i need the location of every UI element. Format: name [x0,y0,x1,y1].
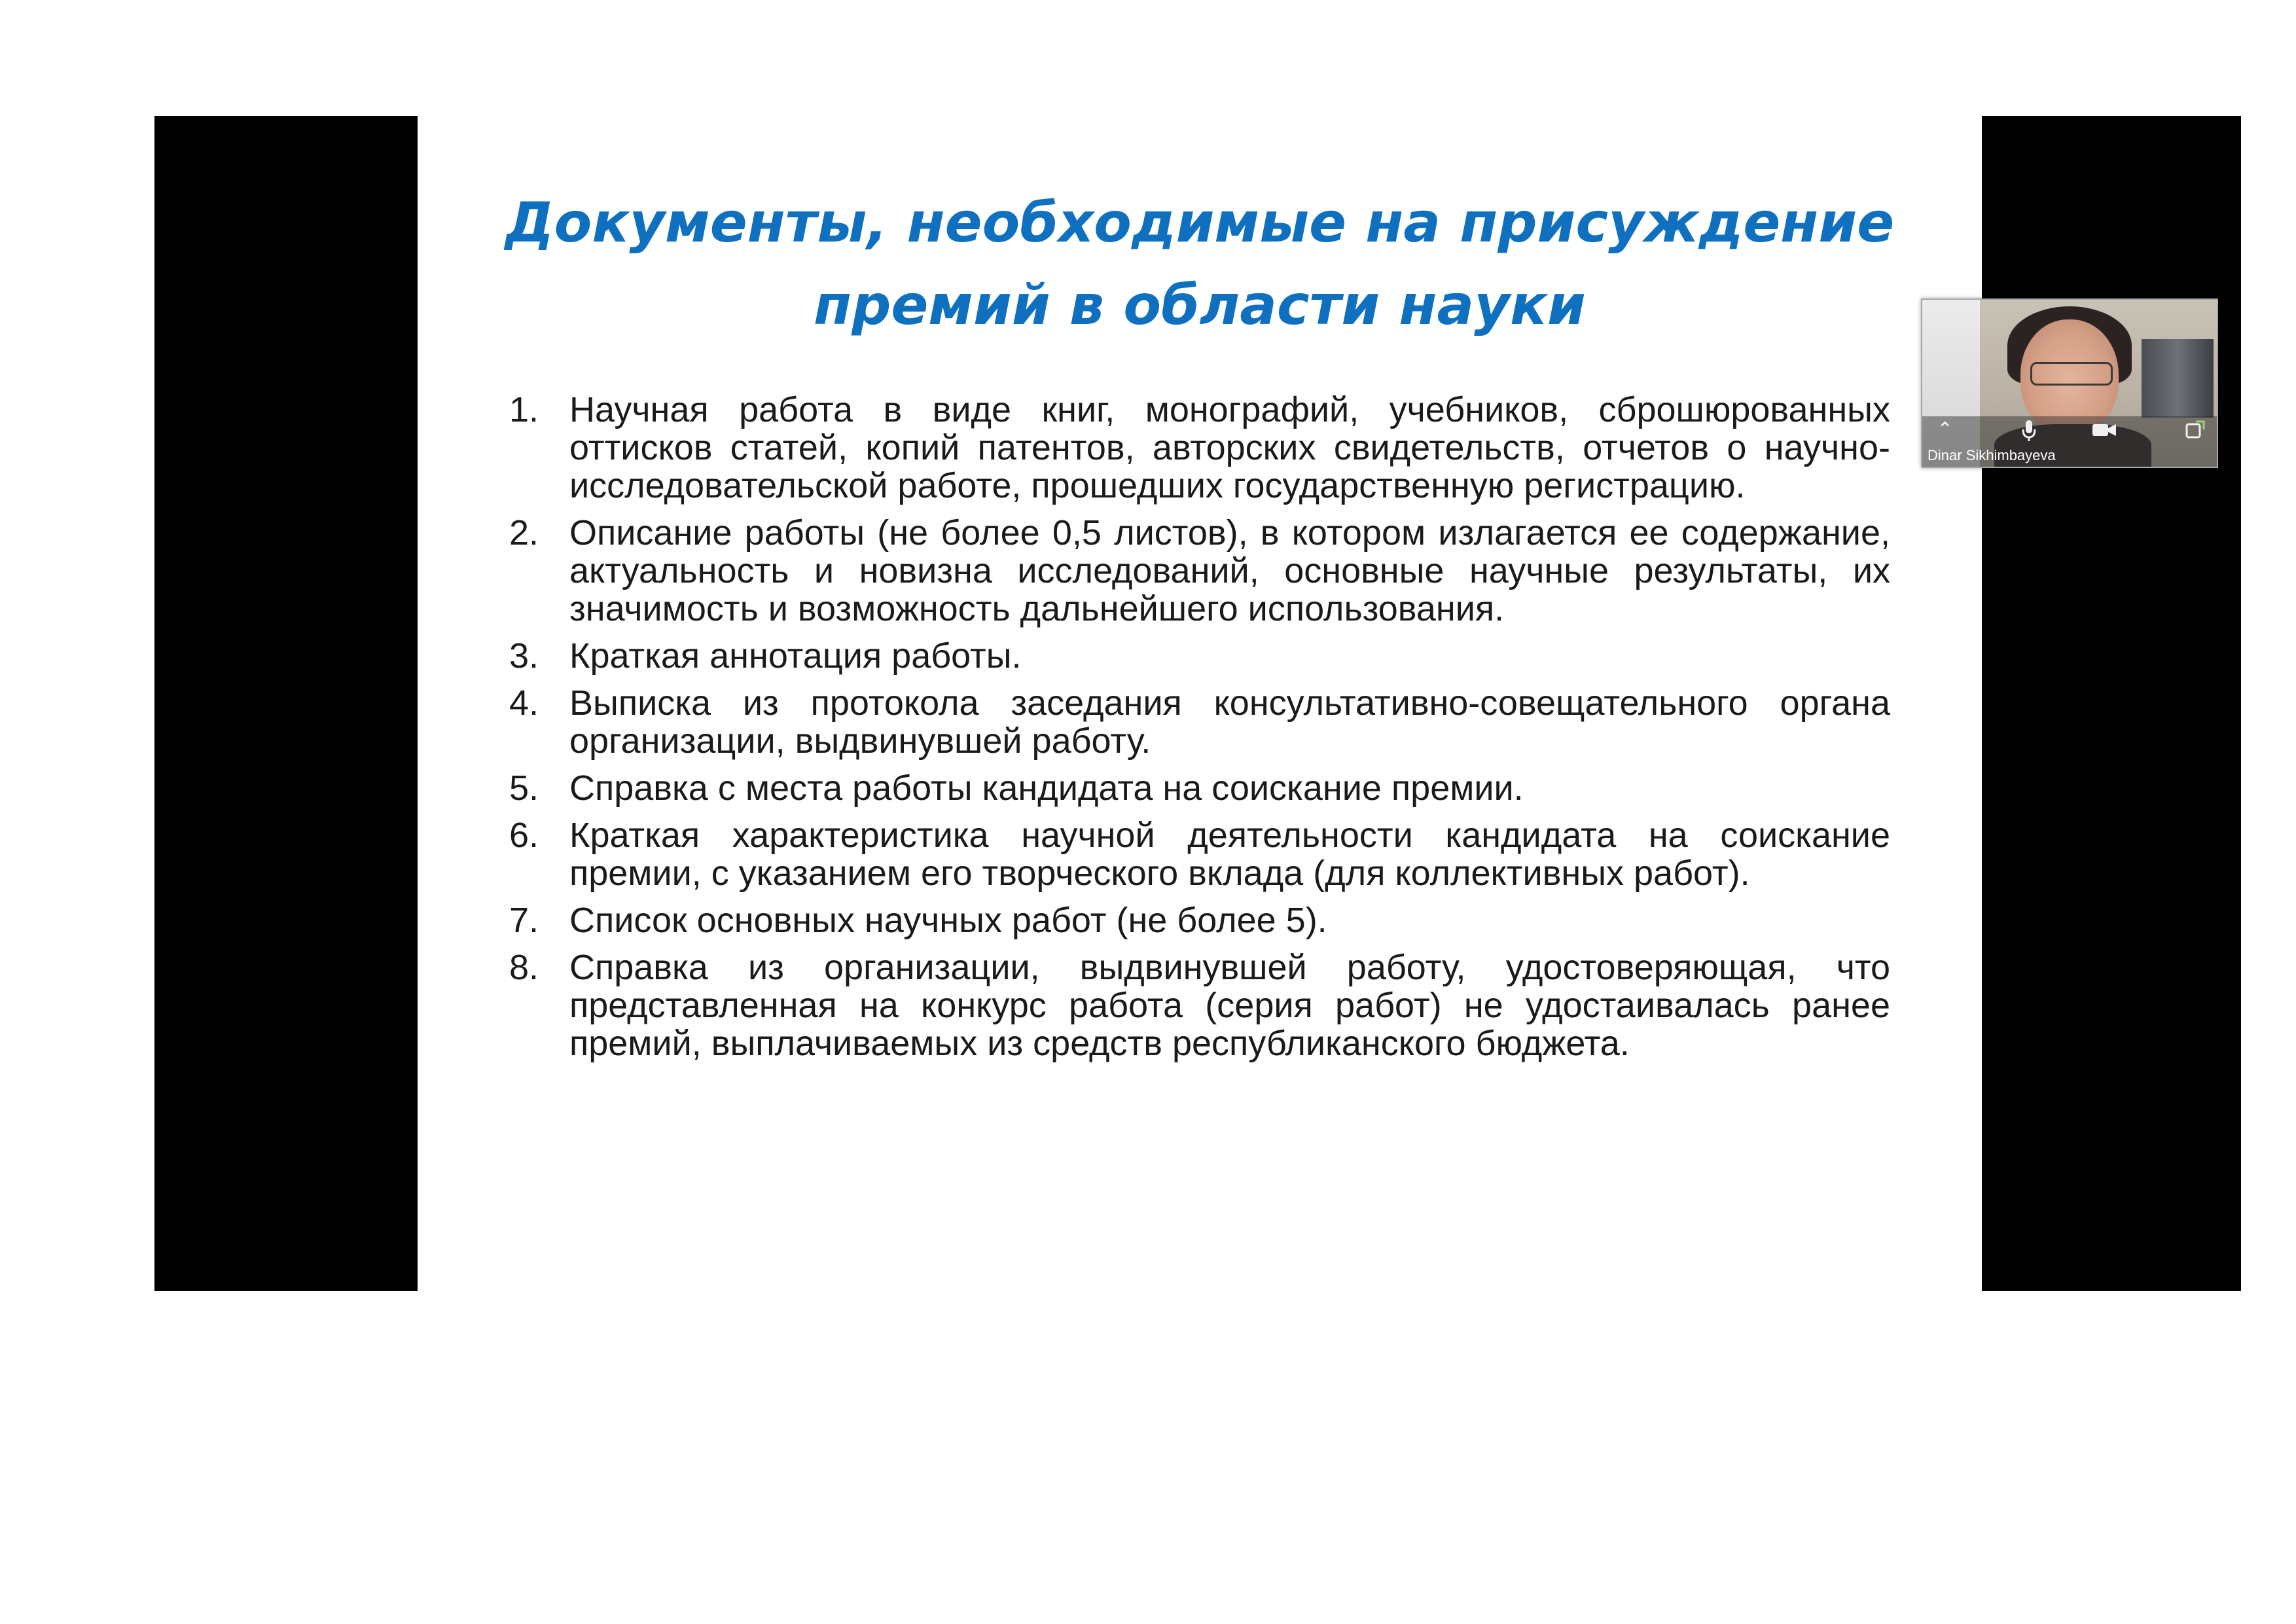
list-item [509,816,1890,892]
participant-name: Dinar Sikhimbayeva [1928,447,2056,463]
list-item-text: Описание работы (не более 0,5 листов), в котором излагается ее содержание, актуальность и новизна исследований, основные научные результаты, их значимость и возможность дальнейшего использования. [569,513,1890,628]
list-item-text: Список основных научных работ (не более 5). [569,901,1327,940]
list-item-text: Краткая характеристика научной деятельности кандидата на соискание премии, с указанием его творческого вклада (для коллективных работ). [569,816,1890,893]
list-item-number: 4. [509,683,539,723]
video-camera-icon[interactable] [2091,420,2117,444]
list-item-number: 2. [509,513,539,552]
list-item [509,769,1890,807]
slide-title [418,181,1982,346]
list-item-number: 5. [509,768,539,808]
list-item [509,391,1890,505]
list-item-number: 7. [509,901,539,940]
microphone-icon[interactable] [2020,419,2037,448]
list-item [509,901,1890,939]
list-item-text: Краткая аннотация работы. [569,636,1022,676]
video-background-shelf [2142,339,2214,418]
slide-title-line-1: Документы, необходимые на присуждение [505,190,1895,255]
list-item [509,684,1890,760]
share-icon[interactable] [2184,419,2206,446]
list-item [509,637,1890,675]
list-item-number: 1. [509,390,539,429]
list-item [509,948,1890,1062]
list-item-text: Научная работа в виде книг, монографий, учебников, сброшюрованных оттисков статей, копий патентов, авторских свидетельств, отчетов о научно-исследовательской работе, прошедших государственную регистрацию. [569,390,1890,505]
slide-title-line-2: премий в области науки [814,273,1586,337]
participant-video-tile[interactable] [1921,298,2218,468]
list-item-text: Выписка из протокола заседания консультативно-совещательного органа организации, выдвинувшей работу. [569,683,1890,761]
participant-glasses [2030,362,2113,386]
shared-slide [418,116,1982,1291]
video-controls-bar [1922,416,2217,467]
list-item-text: Справка с места работы кандидата на соискание премии. [569,768,1524,808]
list-item-number: 8. [509,948,539,987]
required-documents-list [509,391,1890,1072]
list-item-number: 3. [509,636,539,676]
list-item [509,514,1890,628]
chevron-up-icon[interactable]: ⌃ [1937,419,1954,441]
list-item-text: Справка из организации, выдвинувшей работу, удостоверяющая, что представленная на конкурс работа (серия работ) не удостаивалась ранее премий, выплачиваемых из средств республиканского бюджета. [569,948,1890,1063]
list-item-number: 6. [509,816,539,855]
